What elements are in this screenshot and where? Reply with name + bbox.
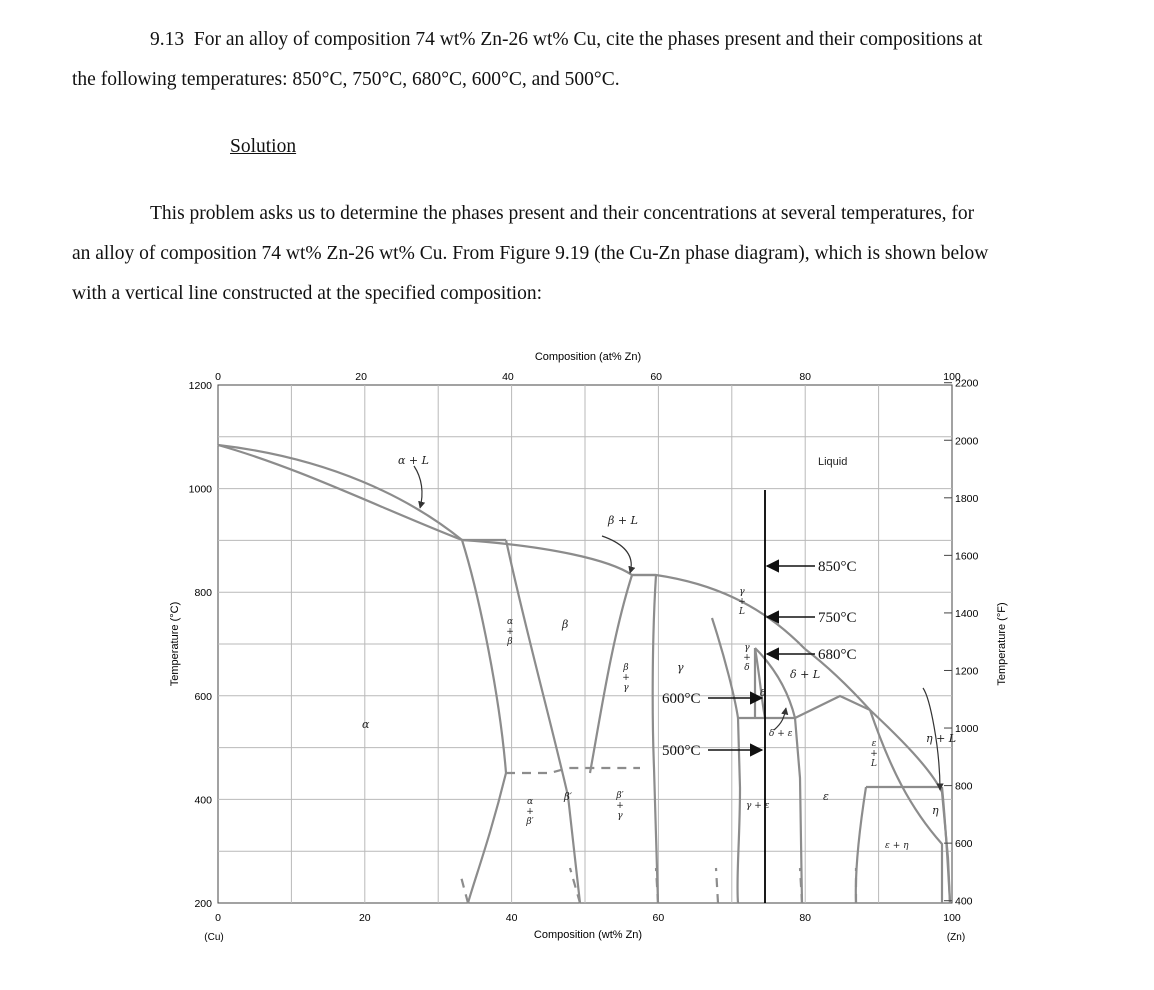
alpha-solvus xyxy=(462,540,506,903)
temperature-labels xyxy=(662,559,857,759)
temp-label-500: 500°C xyxy=(662,743,701,759)
bottom-axis-label: Composition (wt% Zn) xyxy=(533,929,643,941)
stack-eps_l_stack: ε + L xyxy=(870,739,878,769)
gamma-right xyxy=(712,618,740,903)
leader-arrows xyxy=(414,466,940,790)
label-alpha: α xyxy=(362,718,370,731)
problem-statement xyxy=(72,20,1102,100)
left-tick-label: 1000 xyxy=(188,483,212,496)
cu-zn-phase-diagram xyxy=(150,338,1030,950)
problem-number: 9.13 xyxy=(150,29,185,50)
right-tick-label: 600 xyxy=(955,838,973,851)
right-tick-label: 400 xyxy=(955,895,973,908)
right-tick-label: 2200 xyxy=(955,377,979,390)
stack-betap_gamma_stack: β′ + γ xyxy=(616,791,624,821)
bottom-tick-label: 20 xyxy=(358,912,371,924)
solution-line-3: with a vertical line constructed at the specified composition: xyxy=(72,283,543,304)
right-axis xyxy=(944,378,1008,908)
right-end-label: (Zn) xyxy=(946,932,966,943)
stack-gamma_delta_stack: γ + δ xyxy=(743,643,751,673)
temp-label-680: 680°C xyxy=(818,647,857,663)
solution-text xyxy=(72,194,1102,314)
left-end-label: (Cu) xyxy=(204,932,224,943)
top-tick-label: 100 xyxy=(943,371,961,383)
temp-label-750: 750°C xyxy=(818,610,857,626)
solution-line-2: an alloy of composition 74 wt% Zn-26 wt% Cu. From Figure 9.19 (the Cu-Zn phase diagram), which is shown below xyxy=(72,243,989,264)
top-axis xyxy=(215,351,961,383)
right-tick-label: 2000 xyxy=(955,435,979,448)
label-alpha-l: α + L xyxy=(398,454,429,467)
temp-label-850: 850°C xyxy=(818,559,857,575)
bottom-tick-label: 80 xyxy=(799,912,812,924)
left-tick-label: 1200 xyxy=(188,380,212,392)
right-tick-label: 800 xyxy=(955,780,973,793)
label-delta: δ xyxy=(760,689,766,699)
right-axis-label: Temperature (°F) xyxy=(996,602,1008,686)
label-beta-l: β + L xyxy=(608,514,638,527)
label-delta-eps: δ + ε xyxy=(769,729,793,739)
top-tick-label: 60 xyxy=(650,371,663,383)
top-tick-label: 0 xyxy=(215,371,221,383)
right-tick-label: 1000 xyxy=(955,723,979,736)
left-axis xyxy=(169,380,212,910)
top-tick-label: 80 xyxy=(799,371,812,383)
label-gamma-eps: γ + ε xyxy=(746,801,770,811)
label-beta: β xyxy=(562,618,569,631)
left-tick-label: 400 xyxy=(194,794,212,807)
temp-label-600: 600°C xyxy=(662,691,701,707)
eta-solvus xyxy=(942,787,950,903)
label-delta-l: δ + L xyxy=(790,668,821,681)
phase-boundaries xyxy=(218,445,950,903)
label-epsilon: ε xyxy=(823,790,829,803)
label-liquid: Liquid xyxy=(818,456,848,468)
solution-line-1: This problem asks us to determine the phases present and their concentrations at several temperatures, for xyxy=(150,203,975,224)
eutectoid-700 xyxy=(755,696,870,718)
stack-beta_gamma_stack: β + γ xyxy=(622,663,630,693)
eps-left xyxy=(795,718,802,903)
beta-left xyxy=(506,540,580,903)
bottom-tick-label: 60 xyxy=(652,912,665,924)
top-tick-label: 40 xyxy=(502,371,514,383)
problem-line-1: 9.13 For an alloy of composition 74 wt% Zn-26 wt% Cu, cite the phases present and their compositions at xyxy=(150,29,983,50)
stack-alpha_beta_stack: α + β xyxy=(506,617,514,647)
bottom-tick-label: 100 xyxy=(943,912,961,924)
bottom-axis xyxy=(204,912,965,943)
label-eta: η xyxy=(932,804,939,817)
left-tick-label: 800 xyxy=(194,587,212,600)
bottom-tick-label: 40 xyxy=(505,912,518,924)
label-beta-prime: β′ xyxy=(564,792,573,803)
label-eta-l: η + L xyxy=(926,732,957,745)
eps-eta-left xyxy=(856,787,866,903)
bottom-tick-label: 0 xyxy=(215,912,221,924)
gamma-left xyxy=(653,575,658,903)
stack-gamma_l_stack: γ + L xyxy=(738,587,746,617)
right-tick-label: 1600 xyxy=(955,550,979,563)
left-tick-label: 200 xyxy=(194,898,212,910)
solution-heading: Solution xyxy=(230,136,297,157)
right-tick-label: 1400 xyxy=(955,607,979,620)
right-tick-label: 1200 xyxy=(955,665,979,678)
top-tick-label: 20 xyxy=(355,371,367,383)
phase-labels xyxy=(362,454,956,851)
right-tick-label: 1800 xyxy=(955,492,979,505)
top-axis-label: Composition (at% Zn) xyxy=(534,351,642,363)
label-eps-eta: ε + η xyxy=(885,841,909,851)
left-tick-label: 600 xyxy=(194,690,212,703)
label-gamma: γ xyxy=(677,661,684,674)
left-axis-label: Temperature (°C) xyxy=(169,601,181,687)
stack-alpha_betap_stack: α + β′ xyxy=(526,797,534,827)
problem-line-2: the following temperatures: 850°C, 750°C, 680°C, 600°C, and 500°C. xyxy=(72,69,620,90)
